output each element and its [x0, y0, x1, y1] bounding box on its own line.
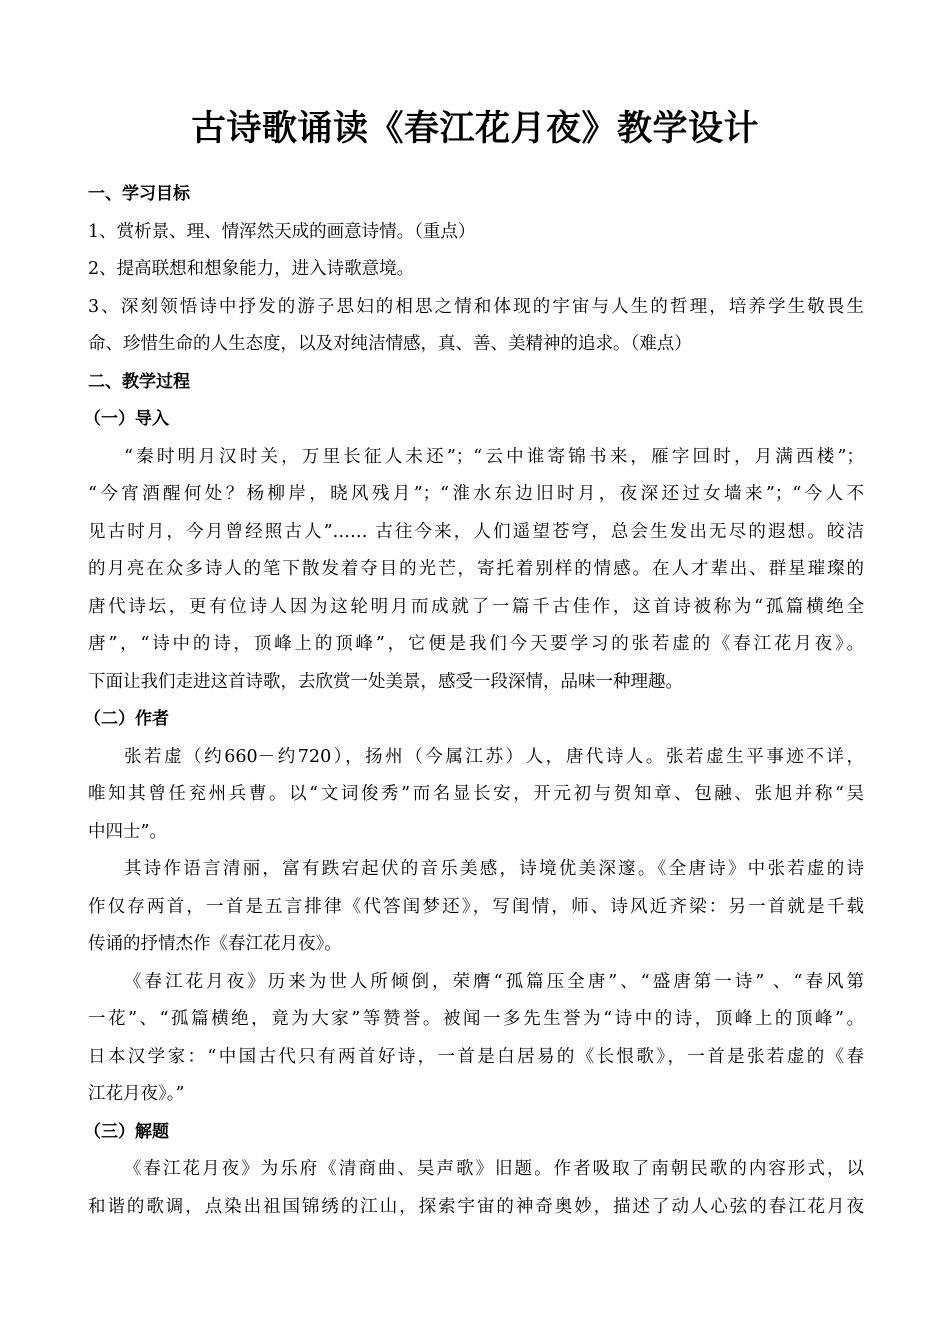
paragraph-line: 中四士”。 [88, 821, 167, 842]
paragraph-line: 《春江花月夜》为乐府《清商曲、吴声歌》旧题。作者吸取了南朝民歌的内容形式，以 [124, 1159, 864, 1179]
subsection-heading: （二）作者 [84, 709, 169, 729]
paragraph-line: 《春江花月夜》历来为世人所倾倒，荣膺“孤篇压全唐”、“盛唐第一诗” 、“春风第 [124, 971, 864, 992]
paragraph-line: 和谐的歌调，点染出祖国锦绣的江山，探索宇宙的神奇奥妙，描述了动人心弦的春江花月夜 [88, 1196, 864, 1217]
paragraph-line: 唯知其曾任兖州兵曹。以“文词俊秀”而名显长安，开元初与贺知章、包融、张旭并称“吴 [88, 784, 864, 804]
paragraph-line: 见古时月，今月曾经照古人”…… 古往今来，人们遥望苍穹，总会生发出无尽的遐想。皎洁 [88, 521, 864, 542]
paragraph-line: “秦时明月汉时关，万里长征人未还”；“云中谁寄锦书来，雁字回时，月满西楼”； [124, 446, 864, 467]
paragraph-line: 命、珍惜生命的人生态度，以及对纯洁情感，真、善、美精神的追求。（难点） [88, 334, 692, 354]
paragraph-line: 张若虚（约660－约720），扬州（今属江苏）人，唐代诗人。张若虚生平事迹不详， [124, 746, 864, 767]
paragraph-line: 一花”、“孤篇横绝，竟为大家”等赞誉。被闻一多先生誉为“诗中的诗，顶峰上的顶峰”。 [88, 1009, 864, 1029]
paragraph-line: 1、赏析景、理、情浑然天成的画意诗情。（重点） [88, 221, 476, 242]
paragraph-line: 其诗作语言清丽，富有跌宕起伏的音乐美感，诗境优美深邃。《全唐诗》中张若虚的诗 [124, 859, 864, 879]
section-heading: 二、教学过程 [88, 371, 190, 392]
paragraph-line: 唐代诗坛，更有位诗人因为这轮明月而成就了一篇千古佳作，这首诗被称为“孤篇横绝全 [88, 596, 864, 617]
paragraph-line: 传诵的抒情杰作《春江花月夜》。 [88, 934, 342, 954]
paragraph-line: 的月亮在众多诗人的笔下散发着夺目的光芒，寄托着别样的情感。在人才辈出、群星璀璨的 [88, 559, 864, 579]
document-body [84, 176, 864, 1226]
document-title: 古诗歌诵读《春江花月夜》教学设计 [190, 109, 759, 149]
subsection-heading: （三）解题 [84, 1121, 169, 1142]
paragraph-line: “今宵酒醒何处？杨柳岸，晓风残月”；“淮水东边旧时月，夜深还过女墙来”；“今人不 [88, 484, 864, 504]
paragraph-line: 作仅存两首，一首是五言排律《代答闺梦还》，写闺情，师、诗风近齐梁：另一首就是千载 [88, 896, 864, 917]
paragraph-line: 下面让我们走进这首诗歌，去欣赏一处美景，感受一段深情，品味一种理趣。 [88, 671, 683, 692]
paragraph-line: 3、深刻领悟诗中抒发的游子思妇的相思之情和体现的宇宙与人生的哲理，培养学生敬畏生 [88, 296, 864, 317]
subsection-heading: （一）导入 [84, 409, 169, 429]
paragraph-line: 2、提高联想和想象能力，进入诗歌意境。 [88, 259, 415, 279]
paragraph-line: 唐”，“诗中的诗，顶峰上的顶峰”，它便是我们今天要学习的张若虚的《春江花月夜》。 [88, 634, 864, 654]
paragraph-line: 江花月夜》。” [88, 1084, 185, 1104]
paragraph-line: 日本汉学家：“中国古代只有两首好诗，一首是白居易的《长恨歌》，一首是张若虚的《春 [88, 1046, 864, 1067]
section-heading: 一、学习目标 [88, 184, 190, 204]
